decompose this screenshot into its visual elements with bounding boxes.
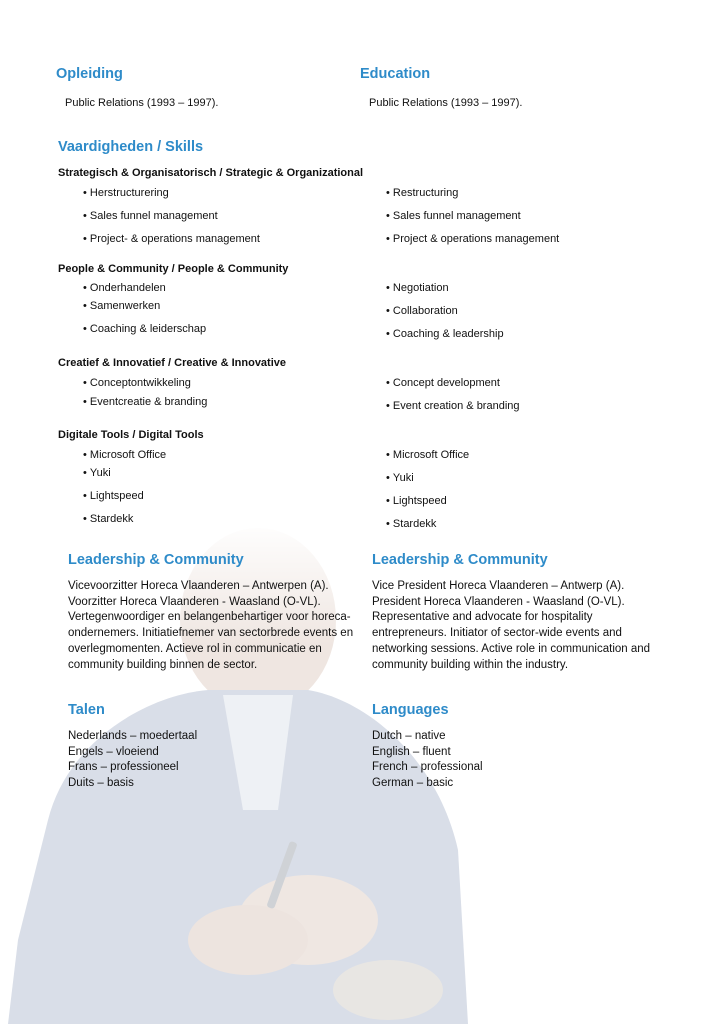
leadership-line-nl: ondernemers. Initiatiefnemer van sectorbrede events en <box>68 627 354 640</box>
leadership-line-en: entrepreneurs. Initiator of sector-wide events and <box>372 627 622 640</box>
skill-item-nl: • Onderhandelen <box>83 282 166 294</box>
languages-title-nl: Talen <box>68 702 105 718</box>
leadership-line-en: community building within the industry. <box>372 658 569 671</box>
language-item-en: German – basic <box>372 777 454 790</box>
leadership-line-en: President Horeca Vlaanderen - Waasland (O-VL). <box>372 595 625 608</box>
leadership-line-nl: Vertegenwoordiger en belangenbehartiger voor horeca- <box>68 611 351 624</box>
leadership-text-en <box>372 579 650 673</box>
skill-item-nl: • Samenwerken <box>83 300 160 312</box>
leadership-line-nl: overlegmomenten. Actieve rol in communicatie en <box>68 642 322 655</box>
languages-title-en: Languages <box>372 702 449 718</box>
language-item-en: Dutch – native <box>372 730 446 742</box>
skill-item-en: • Concept development <box>386 377 500 389</box>
language-item-en: English – fluent <box>372 745 451 758</box>
skill-item-en: • Coaching & leadership <box>386 328 504 340</box>
language-item-nl: Nederlands – moedertaal <box>68 730 198 742</box>
leadership-line-nl: Vicevoorzitter Horeca Vlaanderen – Antwerpen (A). <box>68 580 329 592</box>
skill-item-nl: • Project- & operations management <box>83 233 260 245</box>
leadership-line-en: Representative and advocate for hospitality <box>372 611 593 624</box>
skill-item-en: • Microsoft Office <box>386 449 469 461</box>
skill-item-en: • Negotiation <box>386 282 449 294</box>
skill-item-en: • Event creation & branding <box>386 400 520 412</box>
education-text-en: Public Relations (1993 – 1997). <box>369 97 523 109</box>
leadership-line-en: Vice President Horeca Vlaanderen – Antwerp (A). <box>372 580 625 592</box>
skill-item-en: • Lightspeed <box>386 495 447 507</box>
language-item-nl: Engels – vloeiend <box>68 745 159 758</box>
languages-list-en <box>372 729 483 792</box>
languages-list-nl <box>68 729 197 792</box>
language-item-en: French – professional <box>372 761 483 774</box>
skill-item-en: • Stardekk <box>386 518 436 530</box>
skill-item-nl: • Sales funnel management <box>83 210 218 222</box>
skill-item-nl: • Stardekk <box>83 513 133 525</box>
skill-item-en: • Project & operations management <box>386 233 559 245</box>
skill-item-nl: • Conceptontwikkeling <box>83 377 191 389</box>
skill-category-title: Creatief & Innovatief / Creative & Innovative <box>58 357 287 369</box>
skill-item-en: • Sales funnel management <box>386 210 521 222</box>
skill-category-title: People & Community / People & Community <box>58 263 289 275</box>
skill-category-title: Digitale Tools / Digital Tools <box>58 429 204 441</box>
skill-category-title: Strategisch & Organisatorisch / Strategic & Organizational <box>58 167 364 179</box>
skill-item-nl: • Eventcreatie & branding <box>83 396 207 408</box>
skill-item-nl: • Herstructurering <box>83 187 169 199</box>
leadership-line-nl: Voorzitter Horeca Vlaanderen - Waasland (O-VL). <box>68 595 321 608</box>
education-title-nl: Opleiding <box>56 66 123 82</box>
education-text-nl: Public Relations (1993 – 1997). <box>65 97 219 109</box>
language-item-nl: Duits – basis <box>68 777 134 790</box>
leadership-line-en: networking sessions. Active role in communication and <box>372 642 651 655</box>
skill-item-en: • Restructuring <box>386 187 458 199</box>
leadership-title-nl: Leadership & Community <box>68 552 244 568</box>
leadership-text-nl <box>68 579 353 673</box>
leadership-line-nl: community building binnen de sector. <box>68 658 258 671</box>
language-item-nl: Frans – professioneel <box>68 761 179 774</box>
skill-item-nl: • Coaching & leiderschap <box>83 323 206 335</box>
skill-item-nl: • Microsoft Office <box>83 449 166 461</box>
skill-item-nl: • Lightspeed <box>83 490 144 502</box>
skills-title: Vaardigheden / Skills <box>58 139 204 155</box>
skill-item-nl: • Yuki <box>83 467 111 479</box>
skill-item-en: • Yuki <box>386 472 414 484</box>
leadership-title-en: Leadership & Community <box>372 552 548 568</box>
skill-item-en: • Collaboration <box>386 305 458 317</box>
education-title-en: Education <box>360 66 431 82</box>
